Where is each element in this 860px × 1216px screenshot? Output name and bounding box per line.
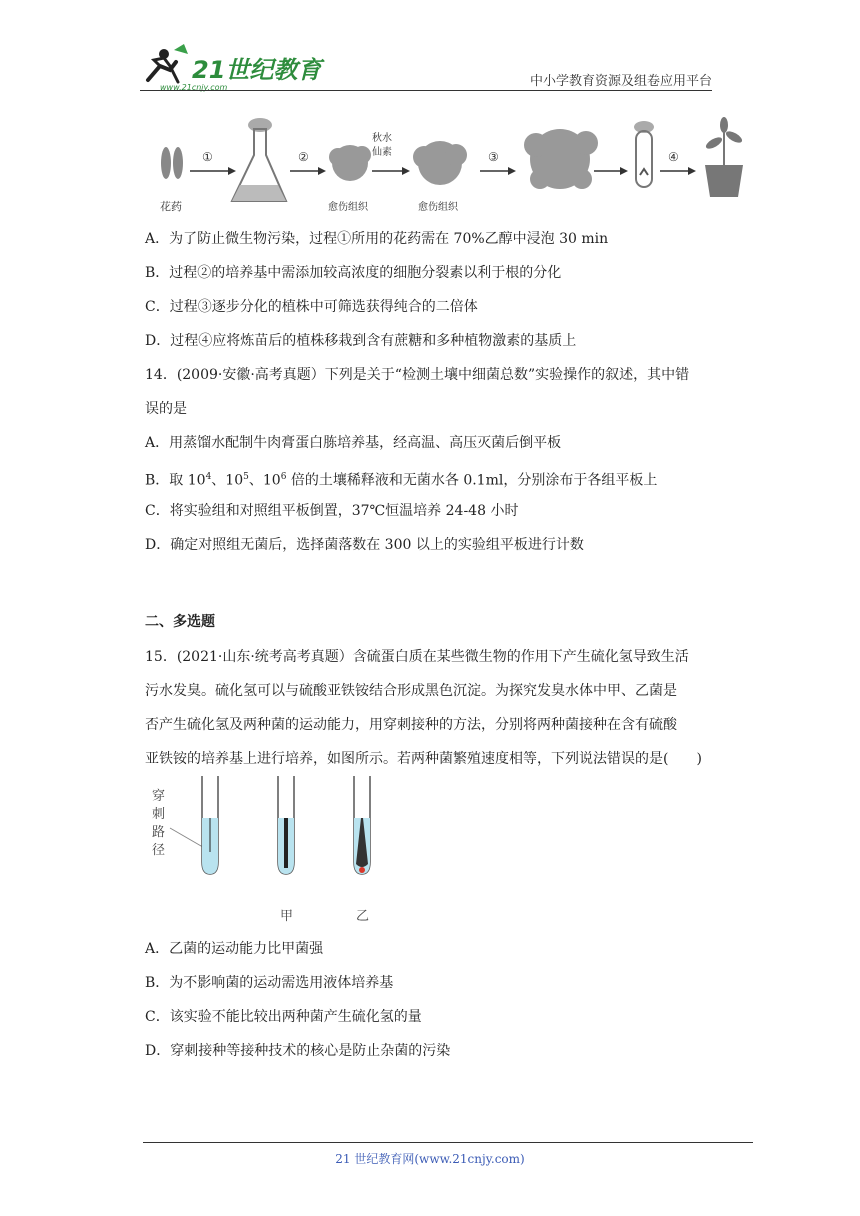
q13-option-c: C．过程③逐步分化的植株中可筛选获得纯合的二倍体	[145, 299, 478, 315]
platform-name: 中小学教育资源及组卷应用平台	[530, 74, 713, 89]
q13-option-a: A．为了防止微生物污染，过程①所用的花药需在 70%乙醇中浸泡 30 min	[145, 231, 609, 247]
q15-option-c: C．该实验不能比较出两种菌产生硫化氢的量	[145, 1009, 422, 1025]
stab-culture-figure	[140, 770, 400, 930]
site-logo	[140, 40, 340, 92]
section-title: 二、多选题	[145, 614, 215, 630]
flask-icon	[232, 118, 286, 201]
step-4: ④	[668, 150, 679, 164]
fig1-label-callus-2: 愈伤组织	[418, 202, 458, 213]
callus-icon	[413, 141, 467, 185]
test-tube-control	[202, 776, 218, 874]
q14-option-a: A．用蒸馏水配制牛肉膏蛋白胨培养基，经高温、高压灭菌后倒平板	[145, 435, 562, 451]
q15-stem-line-4: 亚铁铵的培养基上进行培养，如图所示。若两种菌繁殖速度相等，下列说法错误的是( )	[145, 751, 702, 767]
q15-stem-line-1: 15．(2021·山东·统考高考真题）含硫蛋白质在某些微生物的作用下产生硫化氢导致生活	[145, 649, 689, 665]
step-2: ②	[298, 150, 309, 164]
tube-label-jia: 甲	[280, 909, 294, 924]
fig1-label-callus-1: 愈伤组织	[328, 202, 368, 213]
q14-option-d: D．确定对照组无菌后，选择菌落数在 300 以上的实验组平板进行计数	[145, 537, 584, 553]
q14-option-b: B．取 $10^4$、$10^5$、$10^6$ 倍的土壤稀释液和无菌水各 0.1ml，分别涂布于各组平板上	[145, 472, 658, 489]
header-divider	[140, 90, 712, 91]
step-3: ③	[488, 150, 499, 164]
potted-plant-icon	[704, 117, 744, 197]
q15-option-d: D．穿刺接种等接种技术的核心是防止杂菌的污染	[145, 1043, 451, 1059]
callus-icon	[329, 145, 371, 181]
test-tube-yi	[354, 776, 370, 874]
footer-text[interactable]: 21 世纪教育网(www.21cnjy.com)	[335, 1152, 525, 1166]
q14-option-c: C．将实验组和对照组平板倒置，37℃恒温培养 24-48 小时	[145, 503, 519, 519]
q13-option-d: D．过程④应将炼苗后的植株移栽到含有蔗糖和多种植物激素的基质上	[145, 333, 577, 349]
plantlet-cluster-icon	[524, 129, 598, 189]
q15-stem-line-3: 否产生硫化氢及两种菌的运动能力，用穿刺接种的方法，分别将两种菌接种在含有硫酸	[145, 717, 677, 733]
anther-culture-figure	[150, 115, 750, 215]
path-label-char-3: 路	[152, 825, 166, 840]
logo-text: 21世纪教育	[192, 56, 322, 84]
colchicine-line-1: 秋水	[372, 133, 392, 144]
q15-option-b: B．为不影响菌的运动需选用液体培养基	[145, 975, 394, 991]
path-label-char-2: 刺	[152, 807, 166, 822]
q14-stem-line-2: 误的是	[145, 401, 187, 417]
step-1: ①	[202, 150, 213, 164]
q13-option-b: B．过程②的培养基中需添加较高浓度的细胞分裂素以利于根的分化	[145, 265, 562, 281]
q15-stem-line-2: 污水发臭。硫化氢可以与硫酸亚铁铵结合形成黑色沉淀。为探究发臭水体中甲、乙菌是	[145, 683, 677, 699]
anther-icon	[161, 147, 183, 179]
path-label-char-1: 穿	[152, 789, 166, 804]
q14-stem-line-1: 14．(2009·安徽·高考真题）下列是关于“检测土壤中细菌总数”实验操作的叙述，其中错	[145, 367, 690, 383]
tube-label-yi: 乙	[356, 909, 370, 924]
test-tube-jia	[278, 776, 294, 874]
colchicine-line-2: 仙素	[372, 147, 392, 158]
runner-icon	[148, 44, 188, 82]
fig1-label-anther: 花药	[160, 200, 182, 213]
logo-url: www.21cnjy.com	[160, 83, 228, 92]
path-label-char-4: 径	[152, 843, 166, 858]
test-tube-icon	[634, 121, 654, 187]
footer-divider	[143, 1142, 753, 1143]
q15-option-a: A．乙菌的运动能力比甲菌强	[145, 941, 324, 957]
